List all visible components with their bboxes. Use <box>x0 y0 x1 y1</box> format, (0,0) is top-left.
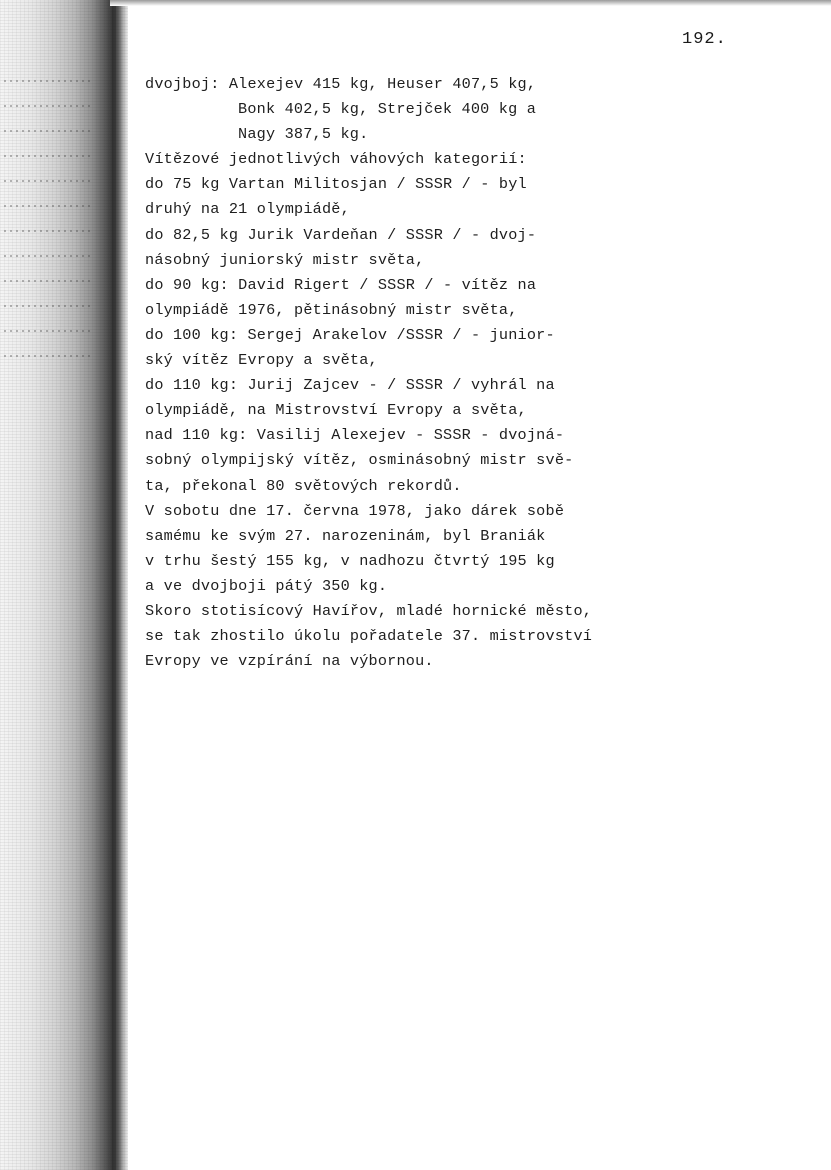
text-line: ta, překonal 80 světových rekordů. <box>145 476 462 495</box>
text-line: dvojboj: Alexejev 415 kg, Heuser 407,5 kg, <box>145 75 537 93</box>
text-line: olympiádě 1976, pětinásobný mistr světa, <box>145 300 518 319</box>
text-line: ský vítěz Evropy a světa, <box>145 351 378 370</box>
text-line: a ve dvojboji pátý 350 kg. <box>145 576 388 595</box>
text-line: olympiádě, na Mistrovství Evropy a světa, <box>145 401 527 420</box>
text-line: do 100 kg: Sergej Arakelov /SSSR / - junior- <box>145 325 555 344</box>
text-line: Nagy 387,5 kg. <box>238 125 369 144</box>
text-line: druhý na 21 olympiádě, <box>145 200 350 219</box>
text-line: V sobotu dne 17. června 1978, jako dárek sobě <box>145 501 565 520</box>
top-edge-shadow <box>110 0 831 6</box>
text-line: sobný olympijský vítěz, osminásobný mistr svě- <box>145 451 574 470</box>
text-line: Skoro stotisícový Havířov, mladé hornické město, <box>145 601 593 620</box>
text-line: nad 110 kg: Vasilij Alexejev - SSSR - dvojná- <box>145 426 565 445</box>
text-line: násobný juniorský mistr světa, <box>145 250 425 269</box>
text-line: do 82,5 kg Jurik Vardeňan / SSSR / - dvoj- <box>145 225 537 244</box>
text-line: Bonk 402,5 kg, Strejček 400 kg a <box>238 100 537 119</box>
page-edge <box>112 0 116 1170</box>
text-line: do 110 kg: Jurij Zajcev - / SSSR / vyhrál na <box>145 376 555 395</box>
typewritten-text <box>145 72 705 674</box>
bleed-through-text <box>4 80 94 400</box>
text-line: samému ke svým 27. narozeninám, byl Braniák <box>145 526 546 545</box>
page-number: 192. <box>682 30 727 49</box>
text-line: do 90 kg: David Rigert / SSSR / - vítěz na <box>145 275 537 294</box>
text-line: v trhu šestý 155 kg, v nadhozu čtvrtý 195 kg <box>145 551 555 570</box>
text-line: se tak zhostilo úkolu pořadatele 37. mistrovství <box>145 627 593 646</box>
text-line: Evropy ve vzpírání na výbornou. <box>145 652 434 671</box>
text-line: Vítězové jednotlivých váhových kategorií: <box>145 150 527 169</box>
text-line: do 75 kg Vartan Militosjan / SSSR / - byl <box>145 175 527 194</box>
